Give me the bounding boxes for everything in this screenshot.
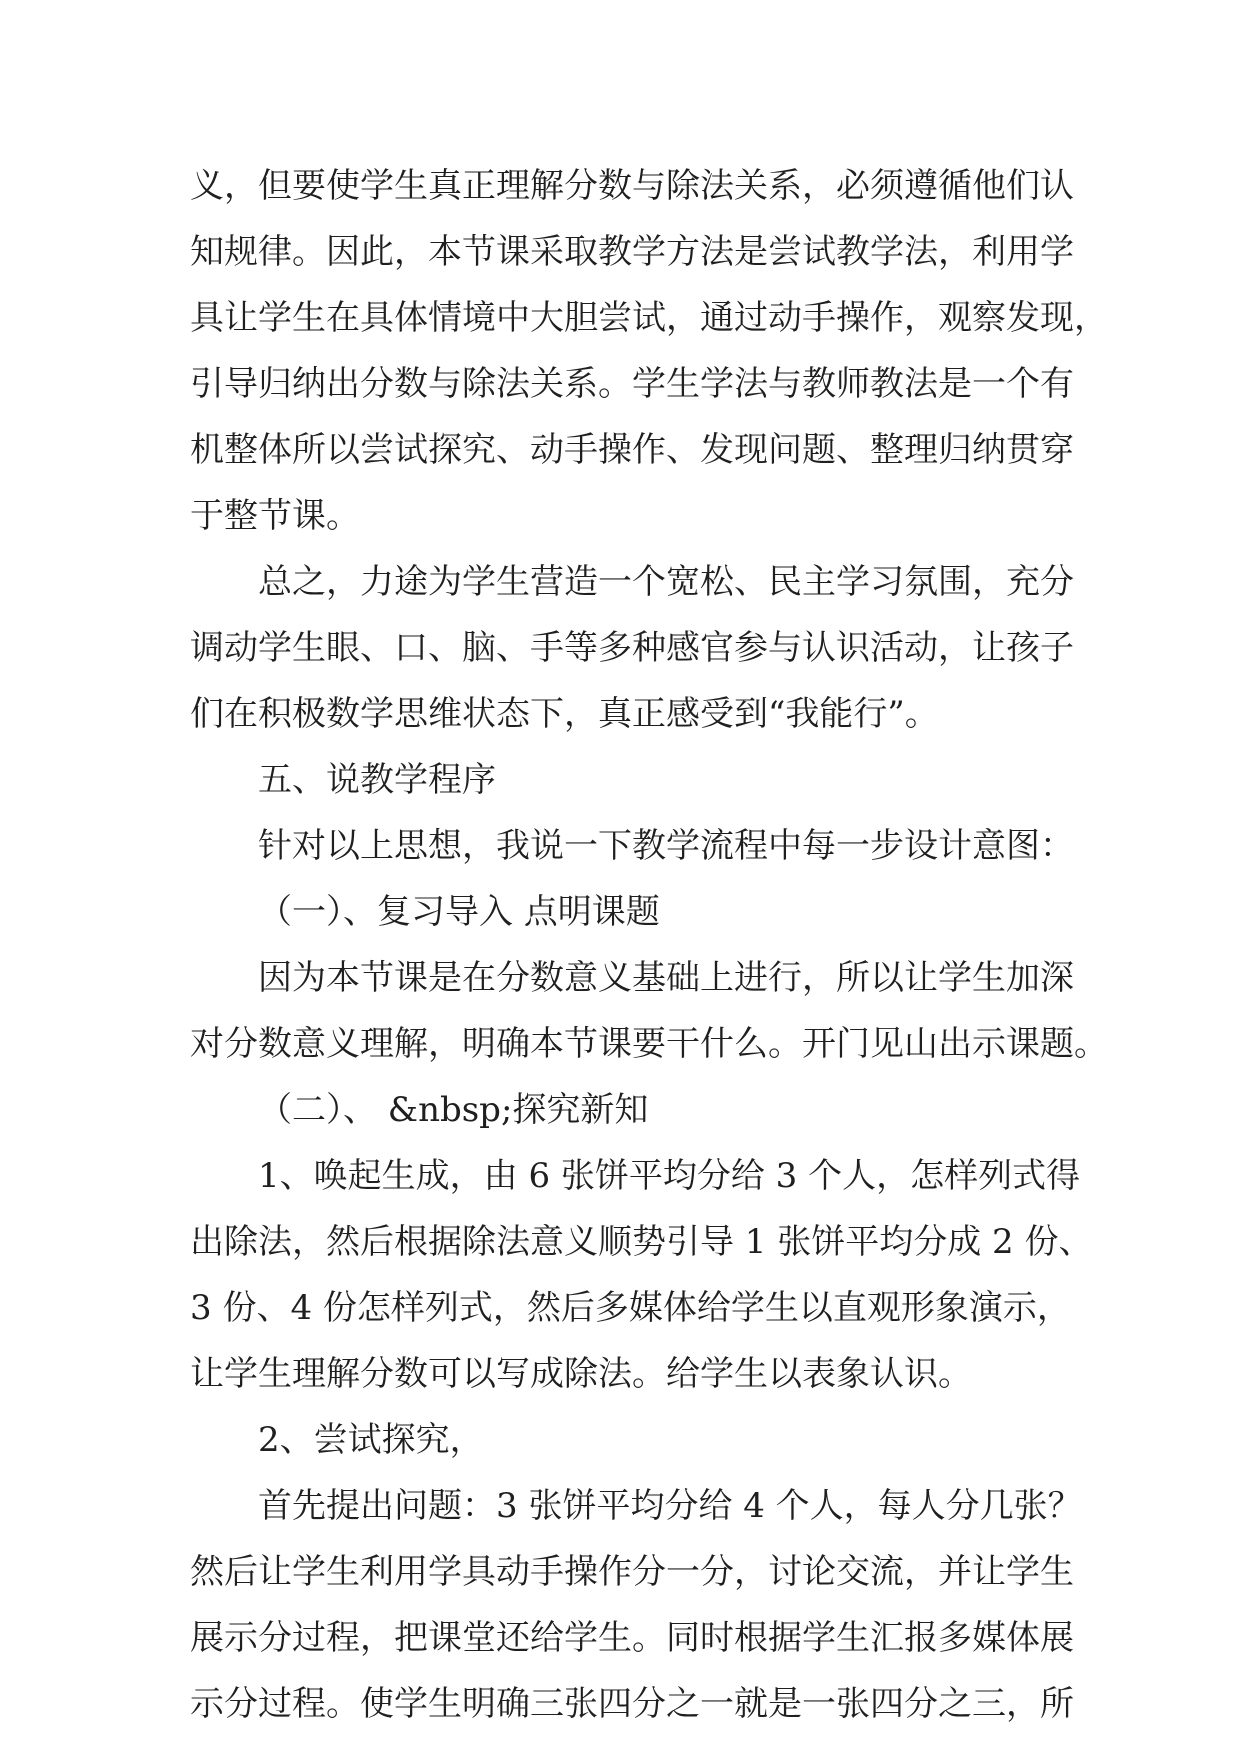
paragraph-line: 调动学生眼、口、脑、手等多种感官参与认识活动，让孩子 xyxy=(190,628,1074,668)
list-item-heading: 2、尝试探究， xyxy=(258,1420,484,1460)
paragraph-line: 具让学生在具体情境中大胆尝试，通过动手操作，观察发现， xyxy=(190,298,1108,338)
paragraph-line: 让学生理解分数可以写成除法。给学生以表象认识。 xyxy=(190,1354,972,1394)
subsection-heading: （一）、复习导入 点明课题 xyxy=(258,892,660,932)
paragraph-line: 因为本节课是在分数意义基础上进行，所以让学生加深 xyxy=(258,958,1074,998)
paragraph-line: 对分数意义理解，明确本节课要干什么。开门见山出示课题。 xyxy=(190,1024,1108,1064)
paragraph-line: 然后让学生利用学具动手操作分一分，讨论交流，并让学生 xyxy=(190,1552,1074,1592)
paragraph-line: 引导归纳出分数与除法关系。学生学法与教师教法是一个有 xyxy=(190,364,1074,404)
paragraph-line: 总之，力途为学生营造一个宽松、民主学习氛围，充分 xyxy=(258,562,1074,602)
paragraph-line: 于整节课。 xyxy=(190,496,360,536)
paragraph-line: 1、唤起生成，由 6 张饼平均分给 3 个人，怎样列式得 xyxy=(258,1156,1081,1196)
paragraph-line: 知规律。因此，本节课采取教学方法是尝试教学法，利用学 xyxy=(190,232,1074,272)
paragraph-line: 针对以上思想，我说一下教学流程中每一步设计意图： xyxy=(258,826,1074,866)
section-heading: 五、说教学程序 xyxy=(258,760,496,800)
paragraph-line: 3 份、4 份怎样列式，然后多媒体给学生以直观形象演示， xyxy=(190,1288,1071,1328)
paragraph-line: 机整体所以尝试探究、动手操作、发现问题、整理归纳贯穿 xyxy=(190,430,1074,470)
subsection-heading: （二）、 &nbsp;探究新知 xyxy=(258,1090,649,1130)
paragraph-line: 出除法，然后根据除法意义顺势引导 1 张饼平均分成 2 份、 xyxy=(190,1222,1093,1262)
paragraph-line: 首先提出问题：3 张饼平均分给 4 个人，每人分几张？ xyxy=(258,1486,1082,1526)
paragraph-line: 展示分过程，把课堂还给学生。同时根据学生汇报多媒体展 xyxy=(190,1618,1074,1658)
paragraph-line: 们在积极数学思维状态下，真正感受到“我能行”。 xyxy=(190,694,939,734)
paragraph-line: 义，但要使学生真正理解分数与除法关系，必须遵循他们认 xyxy=(190,166,1074,206)
paragraph-line: 示分过程。使学生明确三张四分之一就是一张四分之三，所 xyxy=(190,1684,1074,1724)
